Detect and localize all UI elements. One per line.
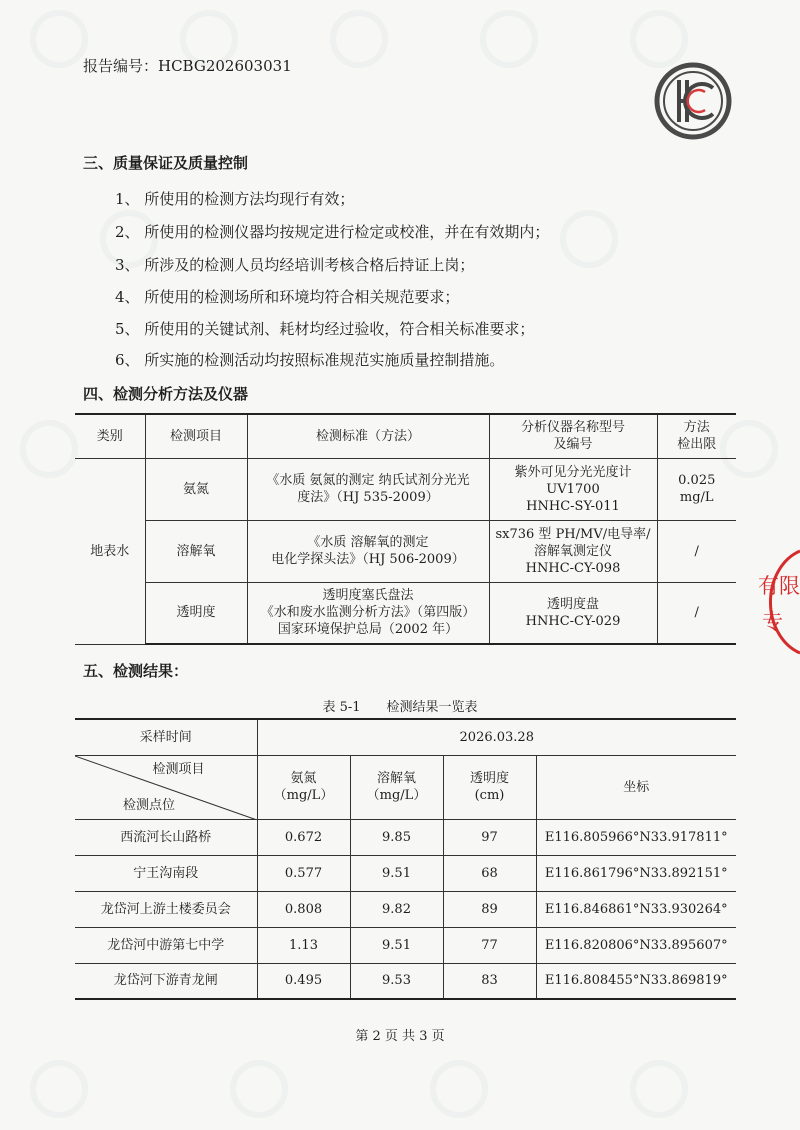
do-cell: 9.51 (350, 855, 443, 891)
coord-cell: E116.805966°N33.917811° (536, 819, 736, 855)
site-cell: 龙岱河下游青龙闸 (75, 963, 257, 999)
header-instrument (489, 414, 657, 458)
table-row (75, 927, 736, 963)
standard-line: 国家环境保护总局（2002 年） (277, 622, 459, 638)
standard-cell (247, 458, 489, 520)
site-cell: 西流河长山路桥 (75, 819, 257, 855)
svg-text:专: 专 (762, 610, 783, 634)
header-limit (657, 414, 736, 458)
col-header-name: 溶解氧 (376, 771, 416, 786)
report-number: 报告编号：HCBG202603031 (83, 57, 292, 75)
do-cell: 9.82 (350, 891, 443, 927)
standard-cell (247, 520, 489, 582)
header-instrument-line2: 及编号 (553, 437, 593, 453)
col-header-name: 氨氮 (290, 771, 317, 786)
results-table (75, 718, 736, 1000)
svg-text:有限: 有限 (758, 574, 800, 598)
instrument-line: 紫外可见分光光度计 (514, 464, 632, 480)
seal-stamp (752, 547, 800, 657)
limit-cell: / (657, 582, 736, 644)
col-header-unit: (cm) (474, 788, 505, 803)
col-header-name: 透明度 (469, 771, 509, 786)
table-row (75, 891, 736, 927)
sample-time-label: 采样时间 (75, 719, 257, 755)
methods-row (75, 458, 736, 520)
category-cell: 地表水 (75, 458, 145, 644)
qc-item: 4、 所使用的检测场所和环境均符合相关规范要求； (115, 288, 460, 306)
instrument-line: sx736 型 PH/MV/电导率/ (495, 526, 651, 542)
site-cell: 宁王沟南段 (75, 855, 257, 891)
nh3-cell: 0.495 (257, 963, 350, 999)
coord-cell: E116.808455°N33.869819° (536, 963, 736, 999)
header-standard: 检测标准（方法） (247, 414, 489, 458)
table-row (75, 819, 736, 855)
qc-item: 6、 所实施的检测活动均按照标准规范实施质量控制措施。 (115, 351, 505, 369)
col-header-nh3 (257, 755, 350, 819)
standard-line: 透明度塞氏盘法 (322, 588, 414, 604)
sample-time-row (75, 719, 736, 755)
instrument-line: HNHC-CY-098 (525, 560, 621, 576)
methods-header-row (75, 414, 736, 458)
col-header-unit: （mg/L） (273, 788, 334, 803)
section5-title: 五、检测结果： (83, 662, 189, 680)
instrument-line: 溶解氧测定仪 (533, 543, 612, 559)
standard-line: 《水和废水监测分析方法》（第四版） (260, 605, 476, 621)
coord-cell: E116.861796°N33.892151° (536, 855, 736, 891)
qc-item: 3、 所涉及的检测人员均经培训考核合格后持证上岗； (115, 256, 475, 274)
instrument-cell (489, 458, 657, 520)
diagonal-header-cell (75, 755, 257, 819)
limit-cell: / (657, 520, 736, 582)
col-header-do (350, 755, 443, 819)
coord-cell: E116.820806°N33.895607° (536, 927, 736, 963)
qc-item: 2、 所使用的检测仪器均按规定进行检定或校准，并在有效期内； (115, 223, 550, 241)
sd-cell: 68 (443, 855, 536, 891)
table-row (75, 963, 736, 999)
page-number: 第 2 页 共 3 页 (355, 1029, 445, 1044)
sd-cell: 89 (443, 891, 536, 927)
standard-line: 电化学探头法》（HJ 506-2009） (271, 552, 465, 567)
header-instrument-line1: 分析仪器名称型号 (520, 420, 625, 436)
table-caption: 表 5-1 检测结果一览表 (322, 700, 478, 715)
section4-title: 四、检测分析方法及仪器 (83, 385, 249, 403)
coord-cell: E116.846861°N33.930264° (536, 891, 736, 927)
nh3-cell: 0.808 (257, 891, 350, 927)
site-cell: 龙岱河中游第七中学 (75, 927, 257, 963)
do-cell: 9.53 (350, 963, 443, 999)
instrument-line: UV1700 (546, 481, 600, 497)
instrument-cell (489, 520, 657, 582)
sd-cell: 97 (443, 819, 536, 855)
diag-item-label: 检测项目 (152, 761, 205, 777)
item-cell: 溶解氧 (145, 520, 247, 582)
diag-site-label: 检测点位 (123, 797, 176, 813)
nh3-cell: 1.13 (257, 927, 350, 963)
header-limit-line1: 方法 (683, 420, 710, 436)
sd-cell: 77 (443, 927, 536, 963)
col-header-sd (443, 755, 536, 819)
instrument-line: HNHC-SY-011 (526, 498, 620, 514)
standard-line: 度法》（HJ 535-2009） (297, 490, 439, 505)
item-cell: 透明度 (145, 582, 247, 644)
site-cell: 龙岱河上游土楼委员会 (75, 891, 257, 927)
header-limit-line2: 检出限 (677, 437, 717, 453)
nh3-cell: 0.577 (257, 855, 350, 891)
instrument-line: 透明度盘 (546, 596, 599, 612)
nh3-cell: 0.672 (257, 819, 350, 855)
do-cell: 9.85 (350, 819, 443, 855)
standard-line: 《水质 氨氮的测定 纳氏试剂分光光 (266, 473, 470, 488)
section3-title: 三、质量保证及质量控制 (83, 154, 249, 172)
qc-item: 5、 所使用的关键试剂、耗材均经过验收，符合相关标准要求； (115, 320, 535, 338)
standard-line: 《水质 溶解氧的测定 (307, 535, 429, 550)
methods-row (75, 582, 736, 644)
do-cell: 9.51 (350, 927, 443, 963)
header-item: 检测项目 (145, 414, 247, 458)
header-category: 类别 (75, 414, 145, 458)
col-header-coord: 坐标 (536, 755, 736, 819)
results-header-row (75, 755, 736, 819)
sd-cell: 83 (443, 963, 536, 999)
qc-item: 1、 所使用的检测方法均现行有效； (115, 190, 355, 208)
item-cell: 氨氮 (145, 458, 247, 520)
col-header-unit: （mg/L） (366, 788, 427, 803)
company-logo (652, 60, 734, 142)
table-row (75, 855, 736, 891)
limit-cell: 0.025 mg/L (657, 458, 736, 520)
methods-row (75, 520, 736, 582)
instrument-line: HNHC-CY-029 (525, 613, 621, 629)
standard-cell (247, 582, 489, 644)
sample-date: 2026.03.28 (257, 719, 736, 755)
methods-table (75, 413, 736, 645)
instrument-cell (489, 582, 657, 644)
